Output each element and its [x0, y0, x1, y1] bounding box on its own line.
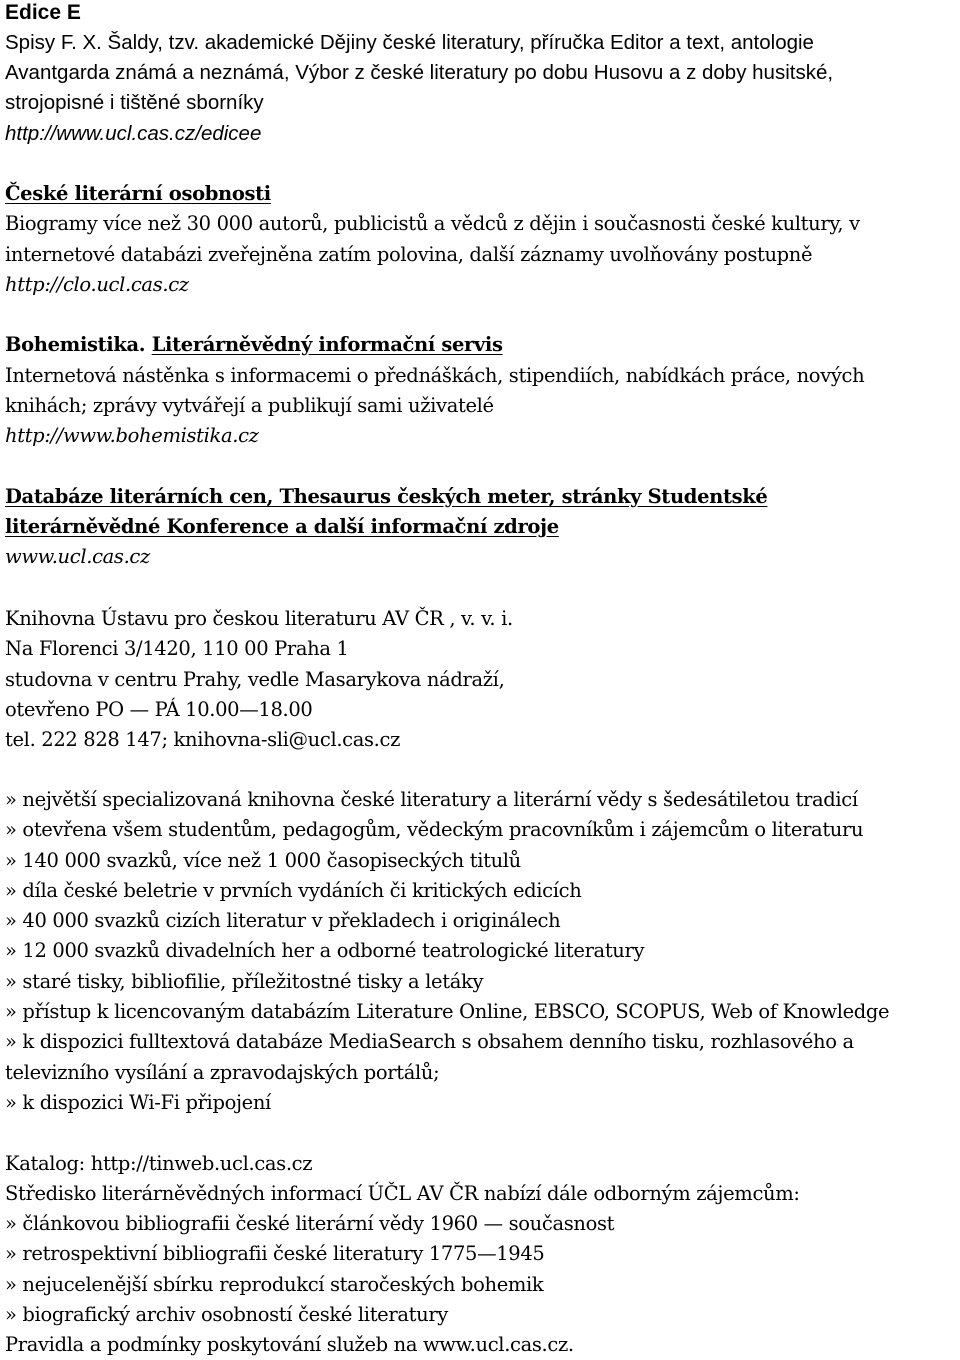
- center-item: » nejucelenější sbírku reprodukcí staročeských bohemik: [5, 1273, 544, 1296]
- section-title-edice-e: Edice E: [5, 1, 81, 24]
- library-name: Knihovna Ústavu pro českou literaturu AV ČR , v. v. i.: [5, 607, 513, 630]
- feature-item: » 12 000 svazků divadelních her a odborné teatrologické literatury: [5, 939, 645, 962]
- feature-item: » 140 000 svazků, více než 1 000 časopiseckých titulů: [5, 849, 521, 872]
- section-text-line: strojopisné i tištěné sborníky: [5, 91, 264, 114]
- section-title-osobnosti[interactable]: České literární osobnosti: [5, 182, 271, 205]
- section-text-line: Spisy F. X. Šaldy, tzv. akademické Dějiny české literatury, příručka Editor a text, antologie: [5, 31, 814, 54]
- feature-item: » přístup k licencovaným databázím Literature Online, EBSCO, SCOPUS, Web of Knowledge: [5, 1000, 890, 1023]
- section-url-link[interactable]: www.ucl.cas.cz: [5, 545, 150, 568]
- section-title-databaze-cont[interactable]: literárněvědné Konference a další informační zdroje: [5, 515, 559, 538]
- feature-item: » otevřena všem studentům, pedagogům, vědeckým pracovníkům i zájemcům o literaturu: [5, 818, 864, 841]
- section-text-line: internetové databázi zveřejněna zatím polovina, další záznamy uvolňovány postupně: [5, 243, 813, 266]
- feature-item: » k dispozici fulltextová databáze MediaSearch s obsahem denního tisku, rozhlasového a: [5, 1030, 854, 1053]
- center-intro: Středisko literárněvědných informací ÚČL AV ČR nabízí dále odborným zájemcům:: [5, 1182, 800, 1205]
- feature-item-cont: televizního vysílání a zpravodajských portálů;: [5, 1061, 440, 1084]
- section-url-link[interactable]: http://clo.ucl.cas.cz: [5, 273, 189, 296]
- catalog-line[interactable]: Katalog: http://tinweb.ucl.cas.cz: [5, 1152, 313, 1175]
- section-text-line: Avantgarda známá a neznámá, Výbor z české literatury po dobu Husovu a z doby husitské,: [5, 61, 834, 84]
- feature-item: » 40 000 svazků cizích literatur v překladech i originálech: [5, 909, 561, 932]
- section-title-bohemistika: [5, 330, 503, 360]
- center-item: » článkovou bibliografii české literární vědy 1960 — současnost: [5, 1212, 615, 1235]
- library-contact: tel. 222 828 147; knihovna-sli@ucl.cas.cz: [5, 728, 401, 751]
- title-plain-part: Bohemistika.: [5, 333, 152, 356]
- feature-item: » staré tisky, bibliofilie, příležitostné tisky a letáky: [5, 970, 484, 993]
- feature-item: » k dispozici Wi-Fi připojení: [5, 1091, 271, 1114]
- feature-item: » největší specializovaná knihovna české literatury a literární vědy s šedesátiletou tradicí: [5, 788, 858, 811]
- section-text-line: knihách; zprávy vytvářejí a publikují sami uživatelé: [5, 394, 494, 417]
- center-item: » retrospektivní bibliografii české literatury 1775—1945: [5, 1242, 545, 1265]
- section-text-line: Biogramy více než 30 000 autorů, publicistů a vědců z dějin i současnosti české kultury, v: [5, 212, 860, 235]
- section-text-line: Internetová nástěnka s informacemi o přednáškách, stipendiích, nabídkách práce, nových: [5, 364, 865, 387]
- section-url-link[interactable]: http://www.ucl.cas.cz/edicee: [5, 122, 262, 145]
- footer-line: Pravidla a podmínky poskytování služeb na www.ucl.cas.cz.: [5, 1333, 574, 1356]
- library-address: Na Florenci 3/1420, 110 00 Praha 1: [5, 637, 349, 660]
- feature-item: » díla české beletrie v prvních vydáních či kritických edicích: [5, 879, 582, 902]
- center-item: » biografický archiv osobností české literatury: [5, 1303, 448, 1326]
- library-location: studovna v centru Prahy, vedle Masarykova nádraží,: [5, 668, 505, 691]
- section-url-link[interactable]: http://www.bohemistika.cz: [5, 424, 259, 447]
- section-title-databaze[interactable]: Databáze literárních cen, Thesaurus českých meter, stránky Studentské: [5, 485, 768, 508]
- library-hours: otevřeno PO — PÁ 10.00—18.00: [5, 698, 313, 721]
- title-link-part[interactable]: Literárněvědný informační servis: [151, 333, 503, 356]
